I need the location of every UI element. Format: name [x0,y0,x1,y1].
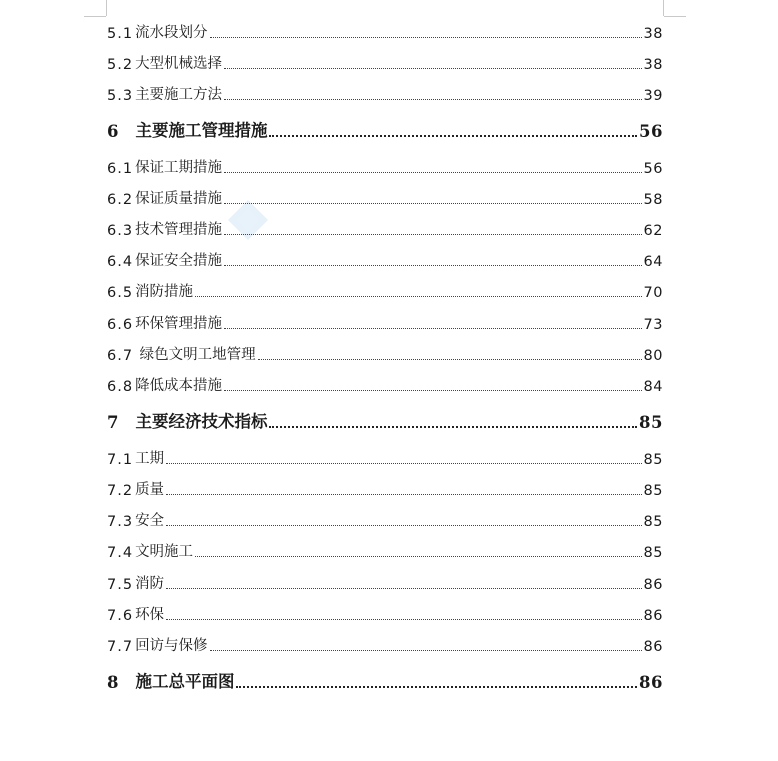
entry-page-number: 73 [643,317,663,333]
entry-title: 大型机械选择 [135,56,223,72]
entry-page-number: 58 [643,192,663,208]
entry-number: 8 [107,673,120,692]
entry-page-number: 39 [643,88,663,104]
entry-page-number: 38 [643,26,663,42]
entry-title: 降低成本措施 [135,378,223,394]
entry-page-number: 84 [643,379,663,395]
dot-leader [224,390,641,391]
toc-section-entry[interactable] [107,510,663,530]
toc-section-entry[interactable] [107,188,663,208]
dot-leader [210,650,642,651]
entry-number: 6.1 [107,161,134,177]
toc-section-entry[interactable] [107,344,663,364]
entry-number: 5.1 [107,26,134,42]
entry-page-number: 38 [643,57,663,73]
entry-title: 安全 [135,513,165,529]
entry-title: 保证工期措施 [135,160,223,176]
dot-leader [224,328,641,329]
crop-mark-right-horizontal [664,16,686,17]
entry-number: 6.2 [107,192,134,208]
entry-title: 主要经济技术指标 [135,412,268,431]
entry-number: 7.1 [107,452,134,468]
toc-section-entry[interactable] [107,281,663,301]
entry-number: 6.3 [107,223,134,239]
entry-title: 流水段划分 [135,25,208,41]
entry-number: 5.2 [107,57,134,73]
toc-section-entry[interactable] [107,313,663,333]
dot-leader [166,525,641,526]
dot-leader [195,556,641,557]
crop-mark-left-vertical [106,0,107,16]
dot-leader [224,234,641,235]
toc-section-entry[interactable] [107,604,663,624]
entry-page-number: 80 [643,348,663,364]
entry-number: 7.4 [107,545,134,561]
dot-leader [224,99,641,100]
dot-leader [224,172,641,173]
toc-section-entry[interactable] [107,635,663,655]
dot-leader [224,265,641,266]
entry-page-number: 85 [643,514,663,530]
entry-title: 绿色文明工地管理 [135,347,256,363]
toc-chapter-entry[interactable] [107,119,663,141]
toc-section-entry[interactable] [107,448,663,468]
entry-page-number: 85 [643,545,663,561]
entry-number: 6.5 [107,285,134,301]
entry-page-number: 85 [639,413,663,432]
entry-number: 7.5 [107,577,134,593]
entry-title: 技术管理措施 [135,222,223,238]
toc-chapter-entry[interactable] [107,670,663,692]
toc-section-entry[interactable] [107,479,663,499]
dot-leader [166,494,641,495]
entry-page-number: 86 [643,639,663,655]
entry-page-number: 86 [643,577,663,593]
toc-section-entry[interactable] [107,219,663,239]
entry-number: 6.8 [107,379,134,395]
toc-section-entry[interactable] [107,84,663,104]
toc-section-entry[interactable] [107,541,663,561]
entry-page-number: 85 [643,483,663,499]
entry-title: 消防措施 [135,284,194,300]
entry-number: 7 [107,413,120,432]
entry-number: 6.4 [107,254,134,270]
entry-title: 保证质量措施 [135,191,223,207]
entry-number: 5.3 [107,88,134,104]
dot-leader [236,686,637,688]
toc-section-entry[interactable] [107,573,663,593]
entry-page-number: 70 [643,285,663,301]
dot-leader [166,463,641,464]
entry-title: 消防 [135,576,165,592]
dot-leader [224,68,641,69]
dot-leader [258,359,642,360]
toc-section-entry[interactable] [107,250,663,270]
dot-leader [224,203,641,204]
entry-page-number: 62 [643,223,663,239]
entry-title: 回访与保修 [135,638,208,654]
entry-title: 施工总平面图 [135,672,235,691]
entry-page-number: 64 [643,254,663,270]
entry-title: 环保 [135,607,165,623]
entry-number: 6 [107,122,120,141]
dot-leader [166,619,641,620]
toc-section-entry[interactable] [107,53,663,73]
entry-number: 6.7 [107,348,134,364]
entry-title: 工期 [135,451,165,467]
crop-mark-right-vertical [663,0,664,16]
dot-leader [166,588,641,589]
entry-page-number: 56 [639,122,663,141]
entry-title: 主要施工管理措施 [135,121,268,140]
toc-chapter-entry[interactable] [107,410,663,432]
dot-leader [210,37,642,38]
entry-title: 质量 [135,482,165,498]
entry-title: 主要施工方法 [135,87,223,103]
entry-number: 7.3 [107,514,134,530]
entry-title: 保证安全措施 [135,253,223,269]
toc-section-entry[interactable] [107,157,663,177]
entry-number: 7.7 [107,639,134,655]
entry-title: 文明施工 [135,544,194,560]
dot-leader [195,296,641,297]
crop-mark-left-horizontal [84,16,106,17]
entry-title: 环保管理措施 [135,316,223,332]
entry-number: 7.6 [107,608,134,624]
toc-section-entry[interactable] [107,22,663,42]
entry-number: 7.2 [107,483,134,499]
dot-leader [269,426,637,428]
entry-number: 6.6 [107,317,134,333]
entry-page-number: 86 [643,608,663,624]
toc-section-entry[interactable] [107,375,663,395]
entry-page-number: 56 [643,161,663,177]
dot-leader [269,135,637,137]
entry-page-number: 85 [643,452,663,468]
entry-page-number: 86 [639,673,663,692]
